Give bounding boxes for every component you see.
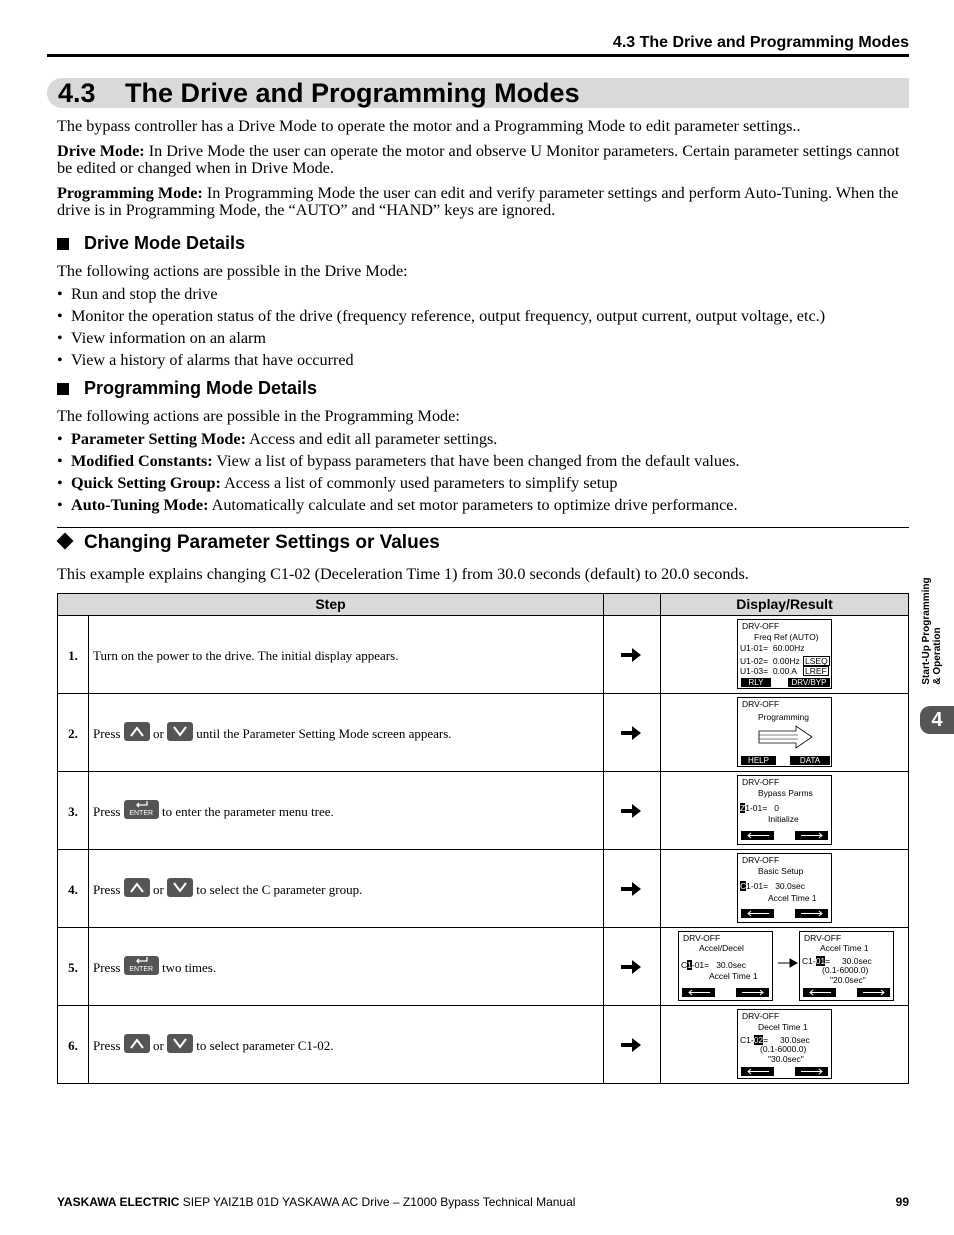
list-item-text: Monitor the operation status of the drive (frequency reference, output frequency, output current, output voltage, etc.) bbox=[71, 307, 826, 325]
header-arrow bbox=[604, 594, 660, 616]
side-label-line: Start-Up Programming bbox=[921, 576, 932, 685]
list-item-text: View a list of bypass parameters that have been changed from the default values. bbox=[212, 452, 740, 470]
lcd-cursor: Z bbox=[740, 803, 746, 813]
programming-mode-text: In Programming Mode the user can edit and verify parameter settings and perform Auto-Tuning. When the drive is in Programming Mode, the “AUTO” and “HAND” keys are ignored. bbox=[57, 184, 899, 219]
header-result: Display/Result bbox=[661, 594, 908, 616]
step-number: 1. bbox=[68, 648, 78, 663]
lcd-cursor: 01 bbox=[815, 956, 826, 966]
up-key-icon bbox=[124, 1034, 150, 1053]
list-item-label: Auto-Tuning Mode: bbox=[71, 496, 209, 514]
lcd-cursor: 02 bbox=[753, 1035, 764, 1045]
lcd-title: Accel Time 1 bbox=[820, 943, 869, 953]
side-chapter-label bbox=[920, 568, 944, 693]
lcd-title: Bypass Parms bbox=[758, 788, 813, 798]
step-text bbox=[93, 722, 452, 742]
lcd-softkey: RLY bbox=[741, 678, 771, 687]
lcd-line-text: -01= 30.0sec bbox=[691, 960, 746, 970]
list-item: • Quick Setting Group: Access a list of commonly used parameters to simplify setup bbox=[57, 474, 618, 492]
programming-mode-details-heading bbox=[57, 378, 317, 399]
list-item: • Parameter Setting Mode: Access and edit all parameter settings. bbox=[57, 430, 498, 448]
section-title-text: The Drive and Programming Modes bbox=[125, 78, 580, 108]
down-key-icon bbox=[167, 878, 193, 897]
list-item: • Run and stop the drive bbox=[57, 285, 218, 303]
right-arrow-icon bbox=[621, 960, 641, 974]
table-row bbox=[58, 849, 908, 928]
lcd-cursor: C bbox=[740, 881, 747, 891]
step-text bbox=[93, 1034, 333, 1054]
or-word: or bbox=[152, 1038, 164, 1053]
step-text bbox=[93, 878, 362, 898]
step-number: 5. bbox=[68, 960, 78, 975]
lcd-prefix: C1- bbox=[802, 956, 816, 966]
lcd-left-key bbox=[682, 988, 715, 997]
lcd-status: DRV-OFF bbox=[742, 621, 780, 631]
lcd-display bbox=[678, 931, 773, 1001]
lcd-status: DRV-OFF bbox=[804, 933, 842, 943]
lcd-line: U1-01= 60.00Hz bbox=[740, 643, 805, 653]
right-arrow-icon bbox=[621, 726, 641, 740]
enter-key-label: ENTER bbox=[129, 966, 154, 973]
lcd-line: U1-03= 0.00 A bbox=[740, 666, 797, 676]
lcd-default: "30.0sec" bbox=[768, 1054, 804, 1064]
lcd-left-key bbox=[741, 909, 774, 918]
lcd-right-key bbox=[795, 831, 828, 840]
lcd-cursor: 1 bbox=[687, 960, 692, 970]
lcd-line bbox=[681, 960, 746, 970]
programming-arrow-icon bbox=[758, 725, 813, 749]
section-number: 4.3 bbox=[58, 78, 96, 108]
programming-mode-paragraph bbox=[57, 185, 909, 219]
lcd-softkey: DATA bbox=[790, 756, 830, 765]
lcd-left-key bbox=[741, 1067, 774, 1076]
intro-paragraph: The bypass controller has a Drive Mode to operate the motor and a Programming Mode to edit parameter settings.. bbox=[57, 117, 801, 135]
lcd-tag: LSEQ bbox=[805, 656, 828, 666]
lcd-desc: Initialize bbox=[768, 814, 799, 824]
list-item: • Auto-Tuning Mode: Automatically calculate and set motor parameters to optimize drive performance. bbox=[57, 496, 738, 514]
lcd-line-text: 1-01= 30.0sec bbox=[746, 881, 805, 891]
list-item-label: Modified Constants: bbox=[71, 452, 213, 470]
step-number: 6. bbox=[68, 1038, 78, 1053]
drive-mode-list bbox=[57, 285, 825, 373]
table-row bbox=[58, 771, 908, 850]
list-item: • View information on an alarm bbox=[57, 329, 267, 347]
or-word: or bbox=[152, 882, 164, 897]
step-number: 4. bbox=[68, 882, 78, 897]
right-arrow-icon bbox=[621, 804, 641, 818]
step-text-body: to select the C parameter group. bbox=[196, 882, 363, 897]
right-arrow-icon bbox=[621, 882, 641, 896]
list-item-text: View information on an alarm bbox=[71, 329, 267, 347]
table-row bbox=[58, 927, 908, 1006]
enter-key-icon bbox=[124, 800, 159, 819]
lcd-left-key bbox=[741, 831, 774, 840]
changing-lead: This example explains changing C1-02 (Deceleration Time 1) from 30.0 seconds (default) to 20.0 seconds. bbox=[57, 565, 749, 583]
right-arrow-icon bbox=[621, 1038, 641, 1052]
lcd-status: DRV-OFF bbox=[742, 777, 780, 787]
lcd-right-key bbox=[795, 909, 828, 918]
changing-heading bbox=[57, 532, 440, 554]
list-item-label: Parameter Setting Mode: bbox=[71, 430, 247, 448]
step-text-body: two times. bbox=[161, 960, 217, 975]
lcd-line-text: = 30.0sec bbox=[825, 956, 872, 966]
subsection-rule bbox=[57, 527, 909, 528]
programming-mode-list bbox=[57, 430, 740, 518]
step-text-body: to select parameter C1-02. bbox=[196, 1038, 334, 1053]
lcd-default: "20.0sec" bbox=[830, 975, 866, 985]
lcd-display bbox=[737, 697, 832, 767]
step-text bbox=[93, 800, 334, 820]
chapter-tab: 4 bbox=[920, 706, 954, 734]
press-word: Press bbox=[93, 804, 121, 819]
lcd-display bbox=[799, 931, 894, 1001]
programming-mode-details-title: Programming Mode Details bbox=[84, 378, 318, 398]
down-key-icon bbox=[167, 722, 193, 741]
enter-key-label: ENTER bbox=[129, 810, 154, 817]
programming-mode-lead: The following actions are possible in the Programming Mode: bbox=[57, 407, 460, 425]
lcd-softkey: DRV/BYP bbox=[788, 678, 830, 687]
up-key-icon bbox=[124, 722, 150, 741]
list-item: • Monitor the operation status of the drive (frequency reference, output frequency, output current, output voltage, etc.) bbox=[57, 307, 826, 325]
up-key-icon bbox=[124, 878, 150, 897]
list-item-text: Access a list of commonly used parameters to simplify setup bbox=[220, 474, 618, 492]
lcd-title: Accel/Decel bbox=[699, 943, 744, 953]
lcd-status: DRV-OFF bbox=[742, 699, 780, 709]
lcd-range: (0.1-6000.0) bbox=[760, 1044, 807, 1054]
press-word: Press bbox=[93, 882, 121, 897]
lcd-status: DRV-OFF bbox=[742, 855, 780, 865]
table-row bbox=[58, 615, 908, 694]
programming-mode-label: Programming Mode: bbox=[57, 184, 203, 202]
right-arrow-icon bbox=[621, 648, 641, 662]
small-arrow-icon bbox=[778, 958, 798, 968]
list-item: • Modified Constants: View a list of bypass parameters that have been changed from the default values. bbox=[57, 452, 740, 470]
lcd-prefix: C bbox=[681, 960, 688, 970]
lcd-display bbox=[737, 619, 832, 689]
list-item-text: Access and edit all parameter settings. bbox=[246, 430, 498, 448]
lcd-status: DRV-OFF bbox=[742, 1011, 780, 1021]
footer bbox=[57, 1195, 575, 1209]
lcd-right-key bbox=[795, 1067, 828, 1076]
drive-mode-paragraph bbox=[57, 143, 909, 177]
table-row bbox=[58, 693, 908, 772]
footer-doc-title: SIEP YAIZ1B 01D YASKAWA AC Drive – Z1000 Bypass Technical Manual bbox=[179, 1195, 576, 1209]
steps-table bbox=[57, 593, 909, 1084]
lcd-softkey: HELP bbox=[741, 756, 776, 765]
lcd-display bbox=[737, 775, 832, 845]
lcd-title: Decel Time 1 bbox=[758, 1022, 808, 1032]
step-text-body: to enter the parameter menu tree. bbox=[161, 804, 334, 819]
step-text bbox=[93, 956, 216, 976]
lcd-left-key bbox=[803, 988, 836, 997]
drive-mode-label: Drive Mode: bbox=[57, 142, 145, 160]
lcd-desc: Accel Time 1 bbox=[768, 893, 817, 903]
square-bullet-icon bbox=[57, 238, 69, 250]
lcd-title: Basic Setup bbox=[758, 866, 804, 876]
step-text-body: until the Parameter Setting Mode screen appears. bbox=[196, 726, 452, 741]
step-text: Turn on the power to the drive. The initial display appears. bbox=[93, 648, 399, 663]
list-item-text: Run and stop the drive bbox=[71, 285, 218, 303]
lcd-line bbox=[740, 803, 779, 813]
press-word: Press bbox=[93, 960, 121, 975]
press-word: Press bbox=[93, 726, 121, 741]
header-step: Step bbox=[58, 594, 603, 616]
lcd-desc: Accel Time 1 bbox=[709, 971, 758, 981]
down-key-icon bbox=[167, 1034, 193, 1053]
list-item-label: Quick Setting Group: bbox=[71, 474, 221, 492]
list-item-text: Automatically calculate and set motor parameters to optimize drive performance. bbox=[208, 496, 738, 514]
lcd-status: DRV-OFF bbox=[683, 933, 721, 943]
enter-key-icon bbox=[124, 956, 159, 975]
lcd-right-key bbox=[736, 988, 769, 997]
list-item: • View a history of alarms that have occurred bbox=[57, 351, 354, 369]
page-number: 99 bbox=[895, 1195, 909, 1209]
lcd-line: U1-02= 0.00Hz bbox=[740, 656, 800, 666]
lcd-display bbox=[737, 853, 832, 923]
step-number: 3. bbox=[68, 804, 78, 819]
running-head: 4.3 The Drive and Programming Modes bbox=[612, 34, 909, 51]
lcd-prefix: C1- bbox=[740, 1035, 754, 1045]
drive-mode-details-heading bbox=[57, 233, 245, 254]
list-item-text: View a history of alarms that have occurred bbox=[71, 351, 354, 369]
lcd-title: Freq Ref (AUTO) bbox=[754, 632, 819, 642]
table-row bbox=[58, 1005, 908, 1084]
changing-title: Changing Parameter Settings or Values bbox=[84, 532, 440, 553]
lcd-line bbox=[740, 881, 805, 891]
section-title bbox=[58, 78, 580, 109]
or-word: or bbox=[152, 726, 164, 741]
drive-mode-details-title: Drive Mode Details bbox=[84, 233, 246, 253]
lcd-right-key bbox=[857, 988, 890, 997]
lcd-tag: LREF bbox=[805, 666, 827, 676]
drive-mode-lead: The following actions are possible in the Drive Mode: bbox=[57, 262, 408, 280]
lcd-title: Programming bbox=[758, 712, 810, 722]
step-number: 2. bbox=[68, 726, 78, 741]
drive-mode-text: In Drive Mode the user can operate the motor and observe U Monitor parameters. Certain parameter settings cannot be edited or changed when in Drive Mode. bbox=[57, 142, 900, 177]
diamond-bullet-icon bbox=[57, 533, 74, 550]
square-bullet-icon bbox=[57, 383, 69, 395]
lcd-line-text: 1-01= 0 bbox=[745, 803, 779, 813]
press-word: Press bbox=[93, 1038, 121, 1053]
footer-brand: YASKAWA ELECTRIC bbox=[57, 1195, 180, 1209]
lcd-line-text: = 30.0sec bbox=[763, 1035, 810, 1045]
lcd-range: (0.1-6000.0) bbox=[822, 965, 869, 975]
lcd-display bbox=[737, 1009, 832, 1079]
side-label-line: & Operation bbox=[932, 626, 943, 685]
header-rule bbox=[47, 54, 909, 57]
